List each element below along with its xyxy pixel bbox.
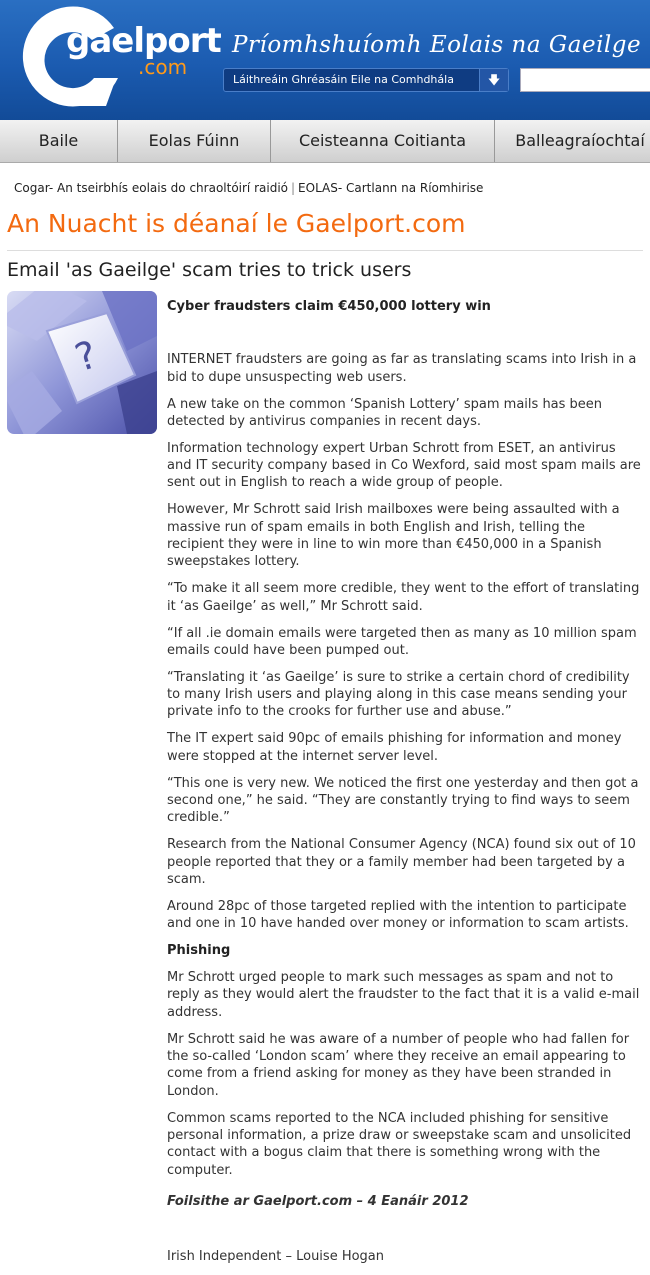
svg-text:?: ? <box>69 332 103 381</box>
link-cogar[interactable]: Cogar- An tseirbhís eolais do chraoltóirí raidió <box>14 181 288 195</box>
article-paragraph: Common scams reported to the NCA included phishing for sensitive personal information, a prize draw or sweepstake scam and unsolicited contact with a bogus claim that there is something wrong with the computer. <box>167 1110 632 1178</box>
nav-item-balleagraiochtai[interactable]: Balleagraíochtaí <box>515 131 645 150</box>
article-paragraph: A new take on the common ‘Spanish Lottery’ spam mails has been detected by antivirus companies in recent days. <box>167 396 603 429</box>
article-title: Email 'as Gaeilge' scam tries to trick users <box>7 259 412 281</box>
nav-item-eolas-fuinn[interactable]: Eolas Fúinn <box>118 120 271 162</box>
article-paragraph: “To make it all seem more credible, they went to the effort of translating it ‘as Gaeilge’ as well,” Mr Schrott said. <box>167 581 640 614</box>
top-links <box>14 181 483 195</box>
article-subheading: Phishing <box>167 943 231 959</box>
article-image <box>7 291 157 434</box>
article-paragraph: “If all .ie domain emails were targeted then as many as 10 million spam emails could have been pumped out. <box>167 625 637 658</box>
article-credit: Irish Independent – Louise Hogan <box>167 1249 385 1265</box>
logo-wordmark[interactable]: gaelport <box>66 21 221 61</box>
article-paragraph: The IT expert said 90pc of emails phishing for information and money were stopped at the internet server level. <box>167 731 622 764</box>
other-sites-dropdown-label: Láithreáin Ghréasáin Eile na Comhdhála <box>233 73 454 86</box>
article-paragraph: Information technology expert Urban Schrott from ESET, an antivirus and IT security company based in Co Wexford, said most spam mails are sent out in English to reach a wide group of people. <box>167 440 641 491</box>
divider <box>7 250 643 251</box>
page-title: An Nuacht is déanaí le Gaelport.com <box>7 209 466 238</box>
published-date: Foilsithe ar Gaelport.com – 4 Eanáir 2012 <box>167 1193 469 1209</box>
article-paragraph: Mr Schrott urged people to mark such messages as spam and not to reply as they would alert the fraudster to the fact that it is a valid e-mail address. <box>167 970 640 1020</box>
nav-item-ceisteanna-coitianta[interactable]: Ceisteanna Coitianta <box>271 120 495 162</box>
article-paragraph: “This one is very new. We noticed the first one yesterday and then got a second one,” he said. “They are constantly trying to find ways to seem credible.” <box>167 775 639 826</box>
article-body <box>167 298 643 1275</box>
article-paragraph: Around 28pc of those targeted replied with the intention to participate and one in 10 have handed over money or information to scam artists. <box>167 898 629 932</box>
dropdown-arrow-icon[interactable]: 🡇 <box>479 69 508 91</box>
other-sites-dropdown[interactable] <box>223 68 509 92</box>
link-separator: | <box>291 181 296 195</box>
nav-item-baile[interactable]: Baile <box>0 120 118 162</box>
article-paragraph: Mr Schrott said he was aware of a number of people who had fallen for the so-called ‘London scam’ where they receive an email appearing to come from a friend asking for money as they have been stranded in London. <box>167 1031 630 1099</box>
article-paragraph: INTERNET fraudsters are going as far as translating scams into Irish in a bid to dupe unsuspecting web users. <box>167 352 637 385</box>
main-nav <box>0 120 650 163</box>
site-header <box>0 0 650 120</box>
logo-domain[interactable]: .com <box>138 55 188 79</box>
link-eolas[interactable]: EOLAS- Cartlann na Ríomhirise <box>298 181 484 195</box>
search-input[interactable] <box>520 68 650 92</box>
article-lead: Cyber fraudsters claim €450,000 lottery win <box>167 299 491 314</box>
article-paragraph: However, Mr Schrott said Irish mailboxes were being assaulted with a massive run of spam emails in both English and Irish, telling the recipient they were in line to win more than €450,000 in a Spanish sweepstakes lottery. <box>167 502 620 570</box>
keyboard-question-key-icon <box>7 291 157 434</box>
article-paragraph: Research from the National Consumer Agency (NCA) found six out of 10 people reported that they or a family member had been targeted by a scam. <box>167 837 636 887</box>
site-tagline: Príomhshuíomh Eolais na Gaeilge <box>232 32 642 58</box>
article-paragraph: “Translating it ‘as Gaeilge’ is sure to strike a certain chord of credibility to many Irish users and playing along in this case means sending your private info to the crooks for further use and abuse.” <box>167 669 630 720</box>
